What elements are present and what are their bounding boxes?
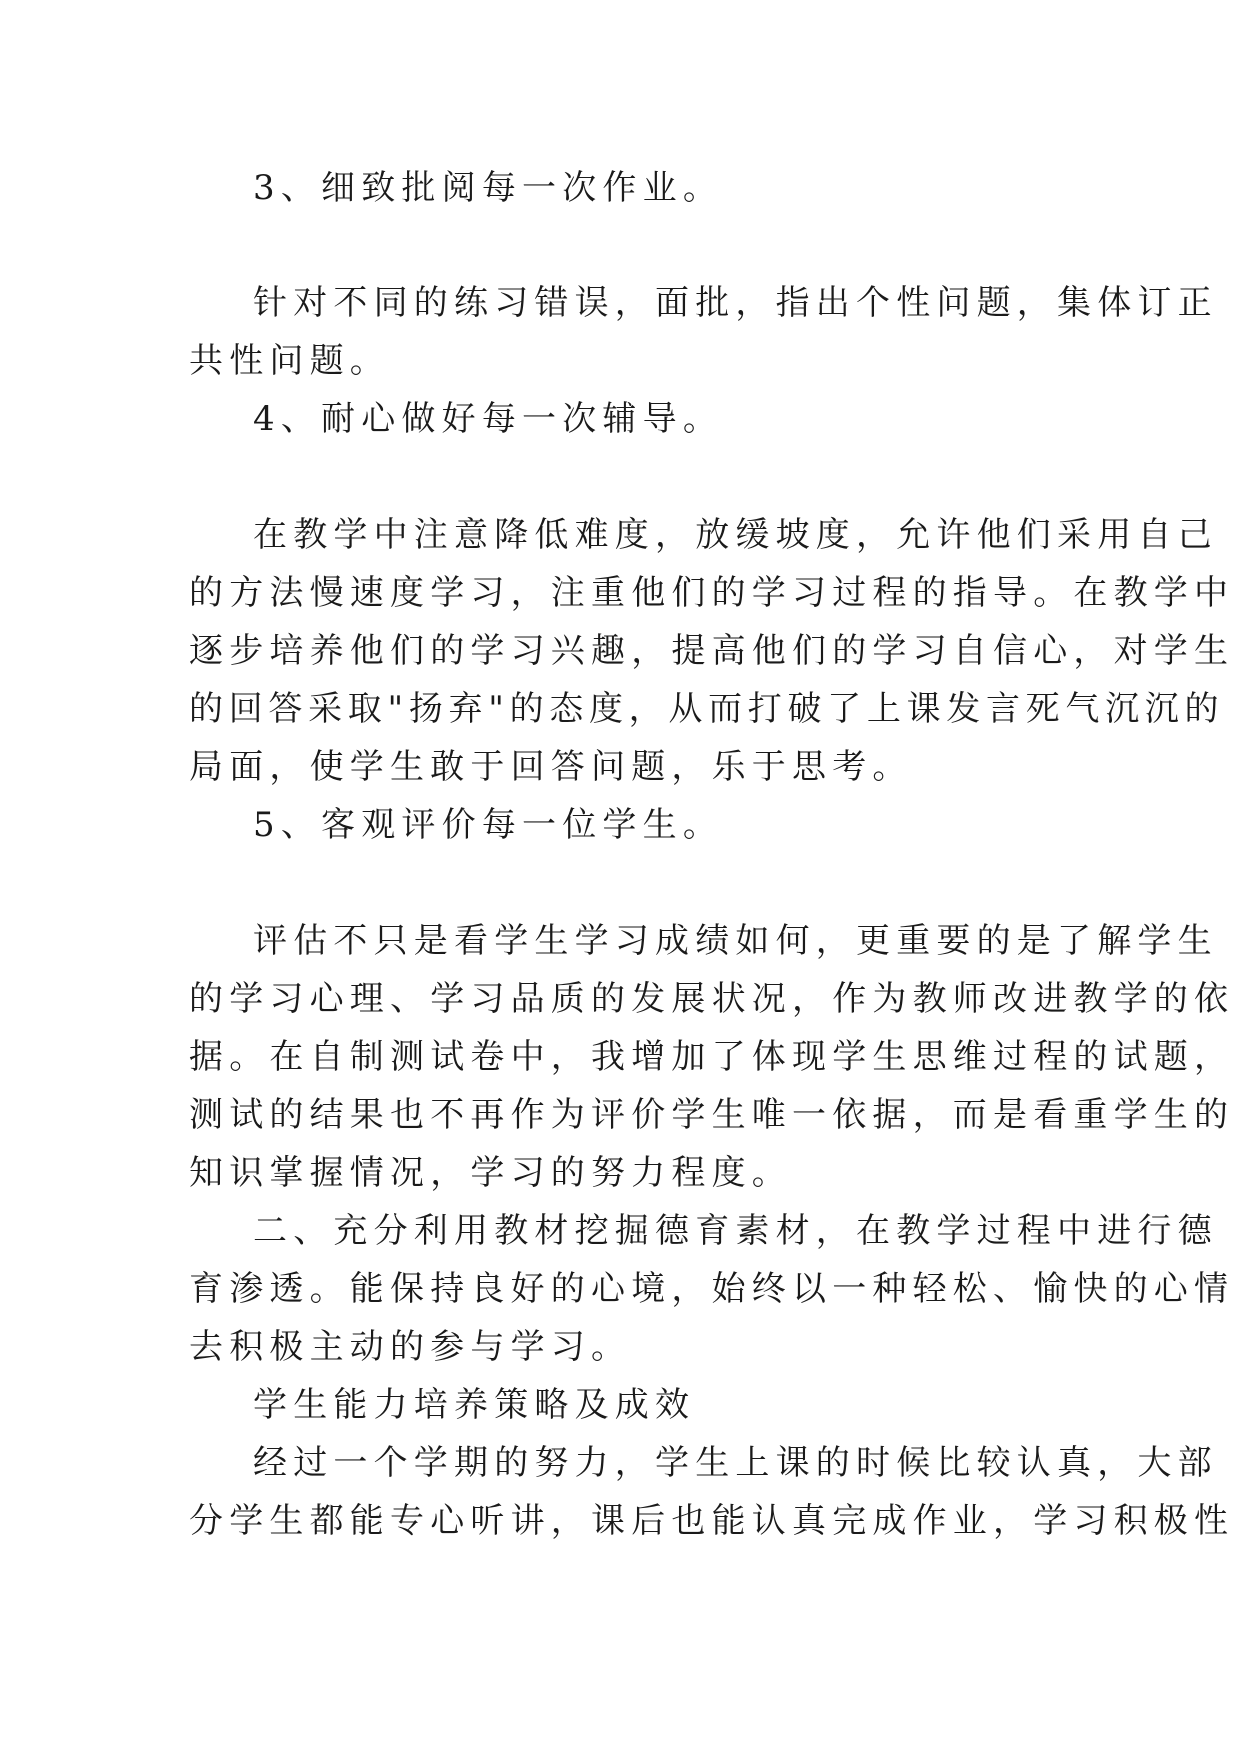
paragraph-2-line-2: 的方法慢速度学习，注重他们的学习过程的指导。在教学中 [189, 573, 1235, 613]
paragraph-2-line-3: 逐步培养他们的学习兴趣，提高他们的学习自信心，对学生 [189, 631, 1235, 671]
paragraph-5-line-1: 经过一个学期的努力，学生上课的时候比较认真，大部 [253, 1443, 1218, 1483]
paragraph-4-line-2: 育渗透。能保持良好的心境，始终以一种轻松、愉快的心情 [189, 1269, 1235, 1309]
paragraph-2-line-1: 在教学中注意降低难度，放缓坡度，允许他们采用自己 [253, 515, 1218, 555]
paragraph-3-line-3: 据。在自制测试卷中，我增加了体现学生思维过程的试题， [189, 1037, 1235, 1077]
paragraph-5-line-2: 分学生都能专心听讲，课后也能认真完成作业，学习积极性 [189, 1501, 1235, 1541]
paragraph-1-line-2: 共性问题。 [189, 341, 390, 381]
item-heading-4: 4、耐心做好每一次辅导。 [253, 399, 724, 439]
paragraph-1-line-1: 针对不同的练习错误，面批，指出个性问题，集体订正 [253, 283, 1218, 323]
paragraph-2-line-4: 的回答采取"扬弃"的态度，从而打破了上课发言死气沉沉的 [189, 689, 1225, 729]
paragraph-3-line-4: 测试的结果也不再作为评价学生唯一依据，而是看重学生的 [189, 1095, 1235, 1135]
paragraph-2-line-5: 局面，使学生敢于回答问题，乐于思考。 [189, 747, 913, 787]
paragraph-4-line-1: 二、充分利用教材挖掘德育素材，在教学过程中进行德 [253, 1211, 1218, 1251]
paragraph-3-line-2: 的学习心理、学习品质的发展状况，作为教师改进教学的依 [189, 979, 1235, 1019]
item-heading-3: 3、细致批阅每一次作业。 [253, 168, 724, 208]
section-heading: 学生能力培养策略及成效 [253, 1385, 696, 1425]
item-heading-5: 5、客观评价每一位学生。 [253, 805, 724, 845]
paragraph-3-line-1: 评估不只是看学生学习成绩如何，更重要的是了解学生 [253, 921, 1218, 961]
paragraph-3-line-5: 知识掌握情况，学习的努力程度。 [189, 1153, 792, 1193]
paragraph-4-line-3: 去积极主动的参与学习。 [189, 1327, 632, 1367]
